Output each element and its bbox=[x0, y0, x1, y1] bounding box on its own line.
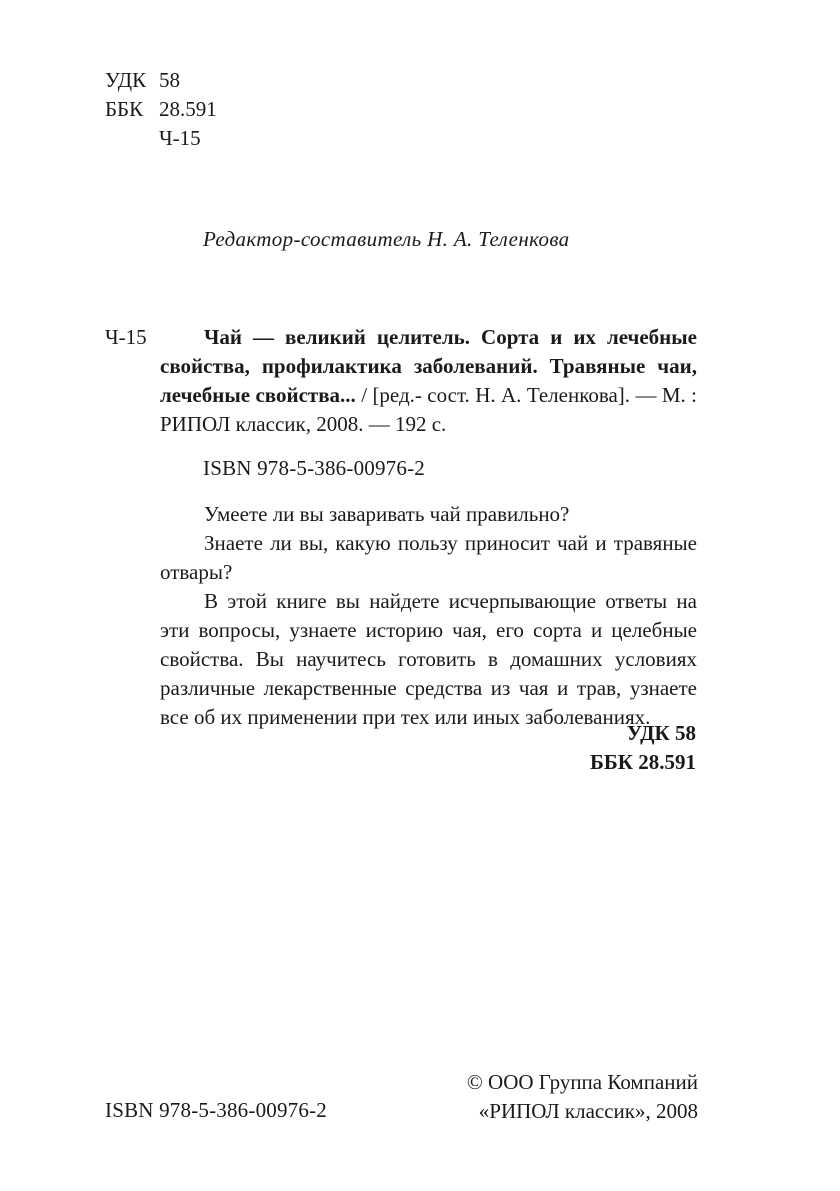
annotation-paragraph-3: В этой книге вы найдете исчерпывающие ответы на эти вопросы, узнаете историю чая, его сорта и целебные свойства. Вы научитесь готовить в домашних условиях различные лекарственные средства из чая и трав, узнаете все об их применении при тех или иных заболеваниях. bbox=[160, 589, 697, 729]
copyright-line-1: © ООО Группа Компаний bbox=[466, 1070, 698, 1094]
editor-line: Редактор-составитель Н. А. Теленкова bbox=[203, 227, 570, 251]
footer-isbn: ISBN 978-5-386-00976-2 bbox=[105, 1098, 327, 1122]
bbk-value: 28.591 bbox=[159, 97, 217, 121]
bbk-row bbox=[105, 95, 305, 124]
udk-label: УДК bbox=[105, 68, 147, 92]
classification-block bbox=[105, 66, 305, 153]
card-description bbox=[160, 323, 697, 439]
copyright-line-2: «РИПОЛ классик», 2008 bbox=[478, 1099, 698, 1123]
annotation-paragraph-2: Знаете ли вы, какую пользу приносит чай и травяные отвары? bbox=[160, 531, 697, 584]
author-sign: Ч-15 bbox=[159, 126, 201, 150]
annotation-paragraph-1: Умеете ли вы заваривать чай правильно? bbox=[204, 502, 570, 526]
udk-code-bold: УДК 58 bbox=[626, 721, 696, 745]
author-sign-row bbox=[105, 124, 305, 153]
bbk-label: ББК bbox=[105, 97, 144, 121]
bbk-code-bold: ББК 28.591 bbox=[590, 750, 696, 774]
udk-value: 58 bbox=[159, 68, 180, 92]
udk-row bbox=[105, 66, 305, 95]
codes-right-block bbox=[560, 719, 696, 777]
card-responsibility: / [ред.- сост. Н. А. Теленкова]. — М. : РИПОЛ классик, 2008. — 192 с. bbox=[160, 383, 697, 436]
card-author-sign: Ч-15 bbox=[105, 325, 147, 349]
card-isbn: ISBN 978-5-386-00976-2 bbox=[203, 456, 425, 480]
copyright-block bbox=[430, 1068, 698, 1126]
card-title: Чай — великий целитель. Сорта и их лечебные свойства, профилактика заболеваний. Травяные чаи, лечебные свойства... bbox=[160, 325, 697, 407]
annotation bbox=[160, 500, 697, 732]
catalog-card bbox=[160, 323, 697, 439]
